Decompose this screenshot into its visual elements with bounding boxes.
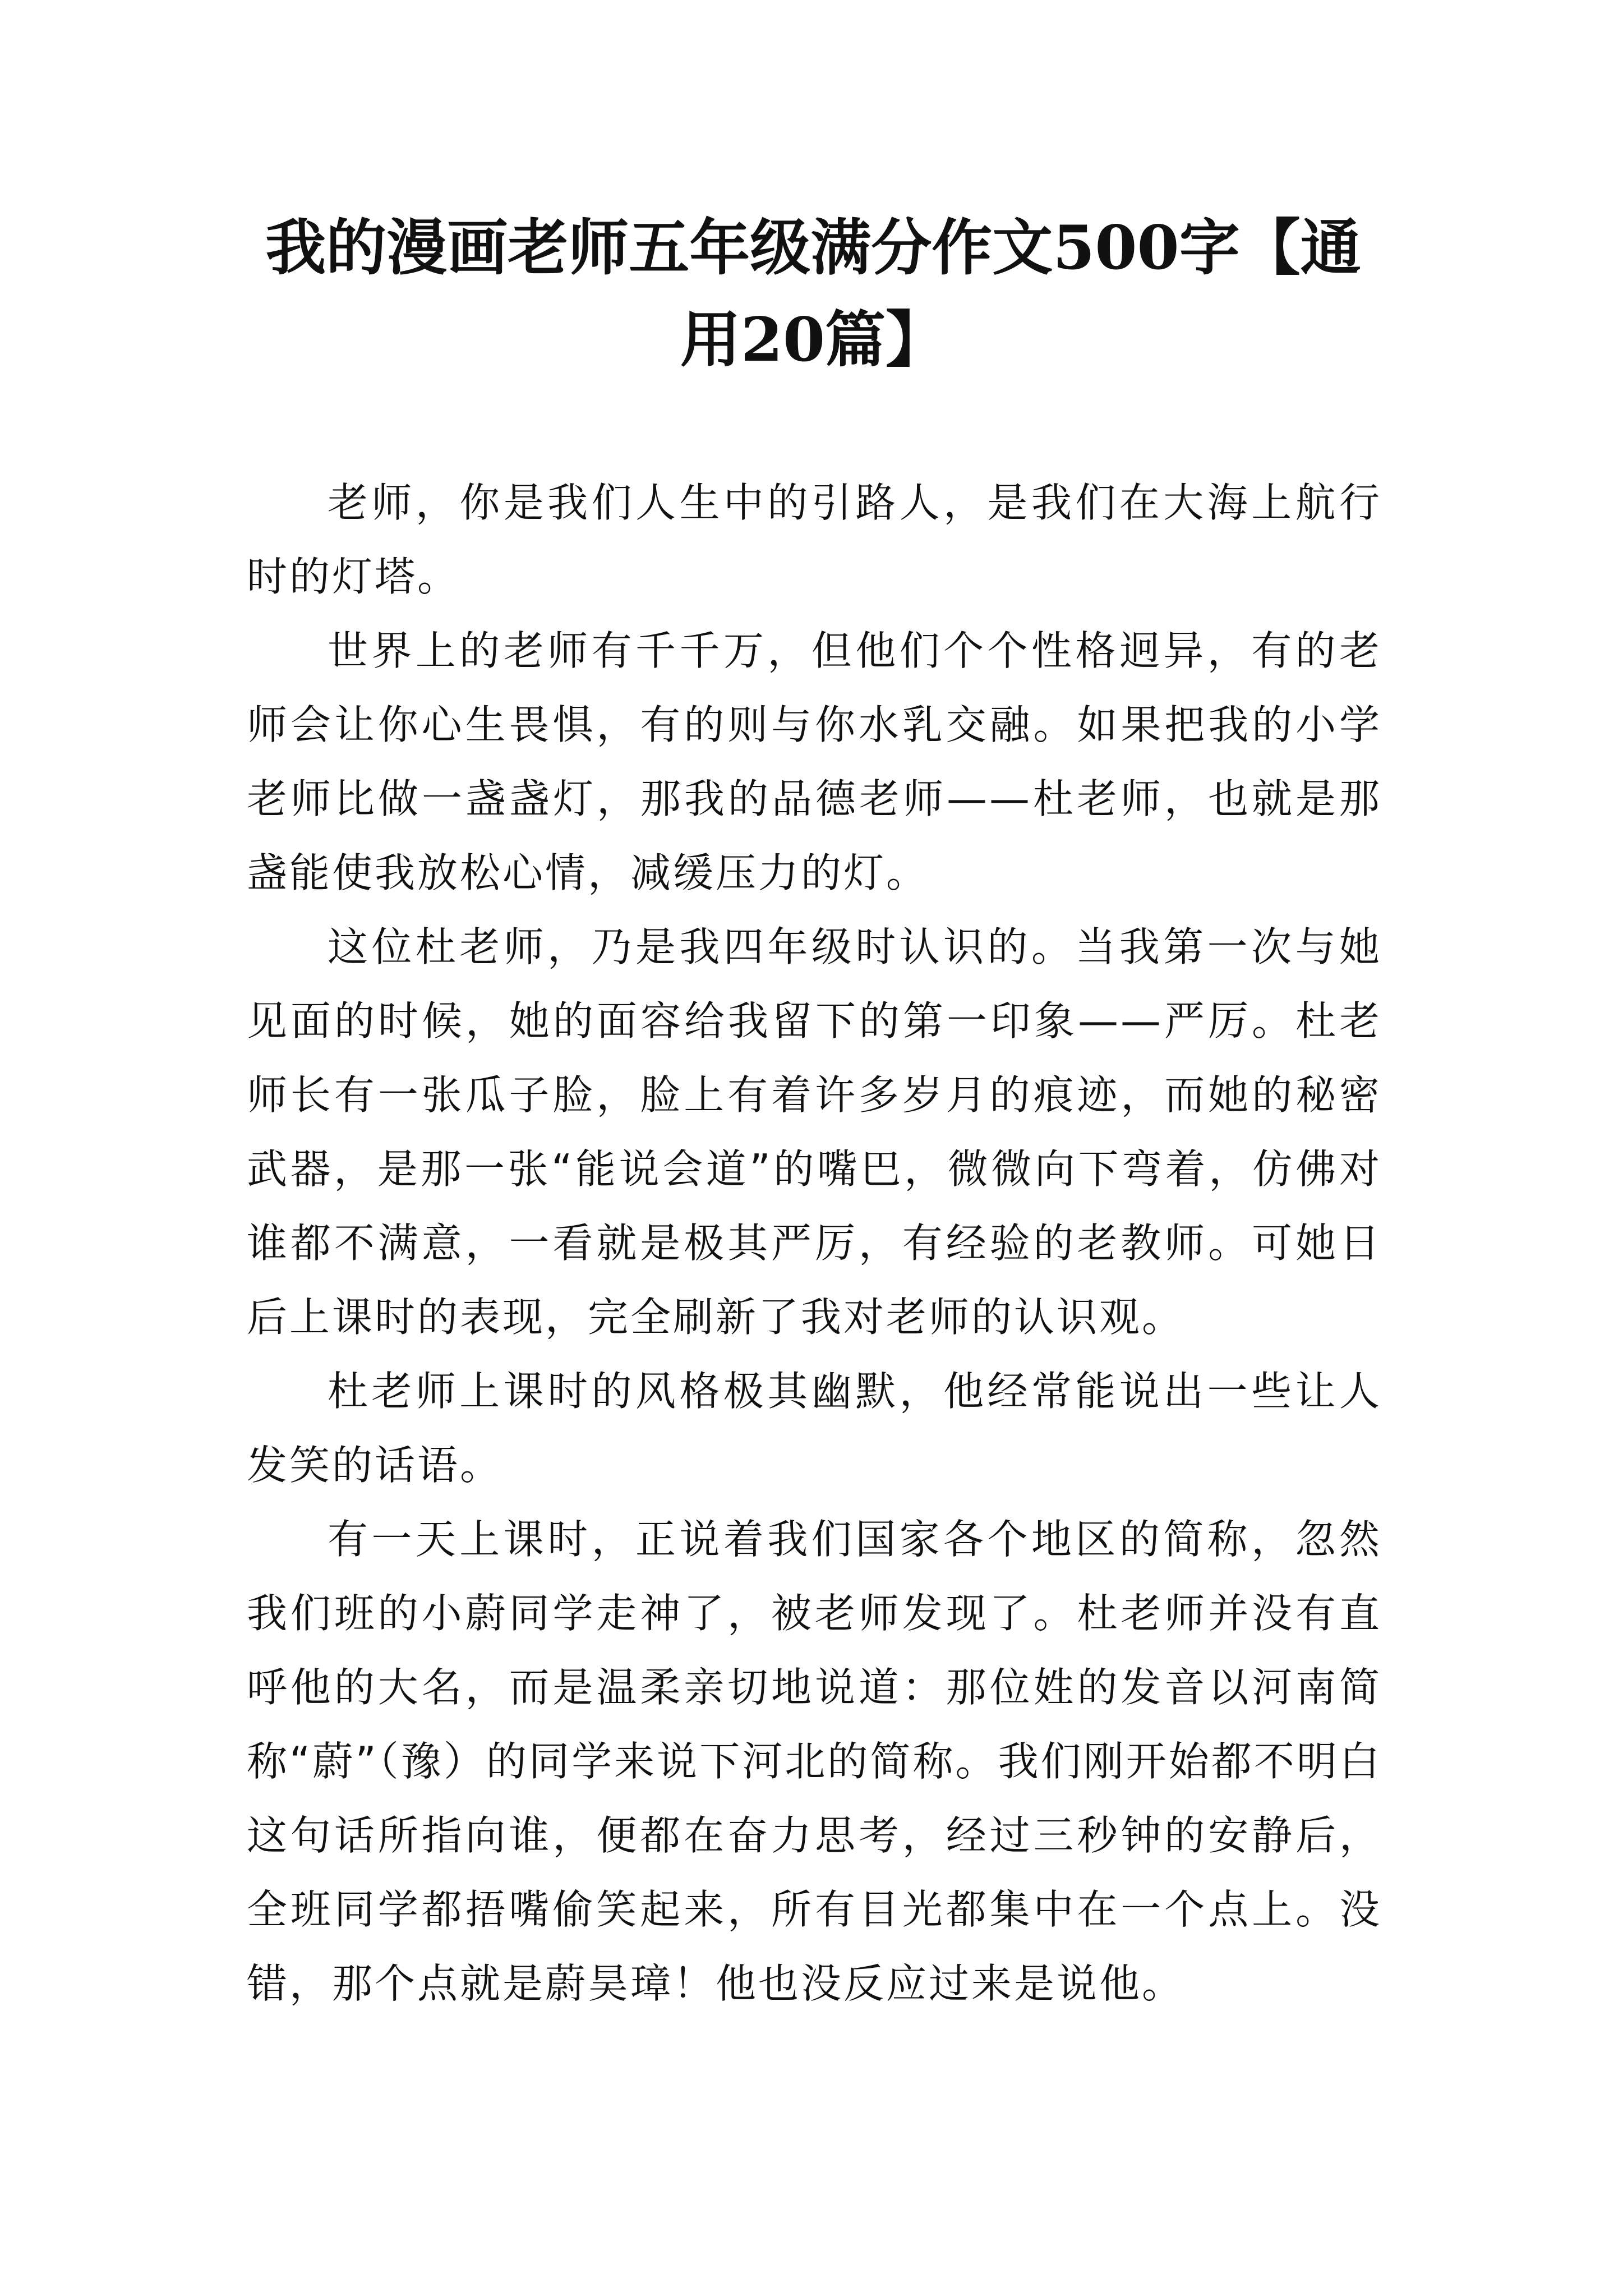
- paragraph: 老师，你是我们人生中的引路人，是我们在大海上航行时的灯塔。: [247, 479, 1382, 600]
- document-body: [247, 466, 1382, 2021]
- paragraph: 杜老师上课时的风格极其幽默，他经常能说出一些让人发笑的话语。: [247, 1368, 1382, 1489]
- paragraph: 这位杜老师，乃是我四年级时认识的。当我第一次与她见面的时候，她的面容给我留下的第一印象——严厉。杜老师长有一张瓜子脸，脸上有着许多岁月的痕迹，而她的秘密武器，是那一张“能说会道”的嘴巴，微微向下弯着，仿佛对谁都不满意，一看就是极其严厉，有经验的老教师。可她日后上课时的表现，完全刷新了我对老师的认识观。: [247, 923, 1382, 1341]
- document-title: 我的漫画老师五年级满分作文500字【通用20篇】: [265, 213, 1361, 375]
- paragraph: 世界上的老师有千千万，但他们个个性格迥异，有的老师会让你心生畏惧，有的则与你水乳交融。如果把我的小学老师比做一盏盏灯，那我的品德老师——杜老师，也就是那盏能使我放松心情，减缓压力的灯。: [247, 627, 1382, 896]
- paragraph: 有一天上课时，正说着我们国家各个地区的简称，忽然我们班的小蔚同学走神了，被老师发现了。杜老师并没有直呼他的大名，而是温柔亲切地说道：那位姓的发音以河南简称“蔚”（豫）的同学来说下河北的简称。我们刚开始都不明白这句话所指向谁，便都在奋力思考，经过三秒钟的安静后，全班同学都捂嘴偷笑起来，所有目光都集中在一个点上。没错，那个点就是蔚昊璋！他也没反应过来是说他。: [247, 1516, 1382, 2007]
